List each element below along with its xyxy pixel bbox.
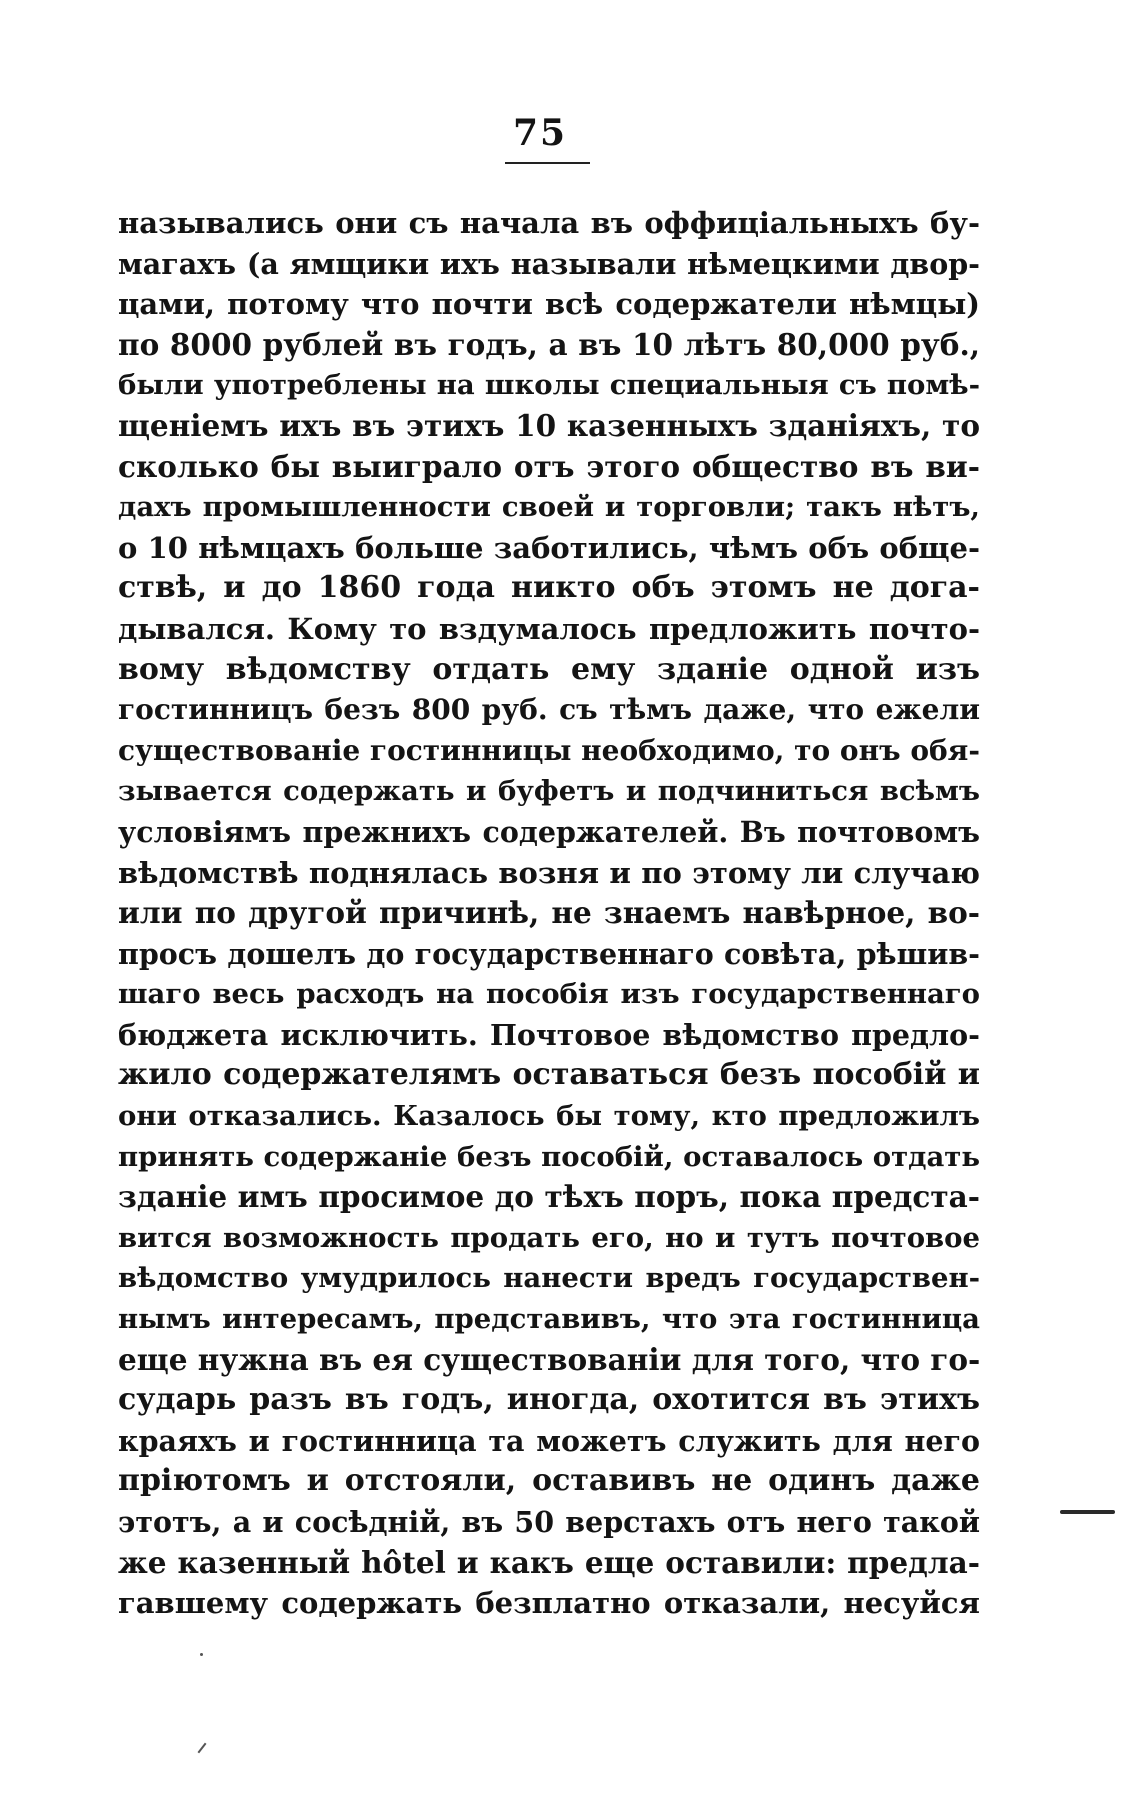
page-number: 75 (512, 112, 568, 154)
header-rule (505, 162, 590, 164)
text-line: они отказались. Казалось бы тому, кто предложилъ (118, 1100, 980, 1133)
text-line: вому вѣдомству отдать ему зданіе одной изъ (118, 651, 980, 687)
text-line: же казенный hôtel и какъ еще оставили: предла- (118, 1544, 980, 1580)
text-line: этотъ, а и сосѣдній, въ 50 верстахъ отъ него такой (118, 1505, 980, 1539)
text-line: о 10 нѣмцахъ больше заботились, чѣмъ объ обще- (118, 530, 980, 565)
text-line: просъ дошелъ до государственнаго совѣта, рѣшив- (118, 936, 980, 971)
margin-dash (1060, 1510, 1115, 1514)
text-line: зданіе имъ просимое до тѣхъ поръ, пока предста- (118, 1179, 980, 1215)
text-line: сударь разъ въ годъ, иногда, охотится въ этихъ (118, 1382, 980, 1418)
text-line: условіямъ прежнихъ содержателей. Въ почтовомъ (118, 814, 980, 849)
text-line: еще нужна въ ея существованіи для того, что го- (118, 1341, 980, 1377)
scan-speck (198, 1743, 207, 1754)
text-line: дывался. Кому то вздумалось предложить почто- (118, 611, 980, 646)
body-text (118, 203, 980, 1624)
text-line: сколько бы выиграло отъ этого общество въ ви- (118, 448, 980, 484)
text-line: назывались они съ начала въ оффиціальныхъ бу- (118, 206, 980, 240)
text-line: бюджета исключить. Почтовое вѣдомство предло- (118, 1017, 980, 1052)
text-line: ствѣ, и до 1860 года никто объ этомъ не дога- (118, 570, 980, 606)
text-line: принять содержаніе безъ пособій, оставалось отдать (118, 1140, 980, 1173)
text-line: вѣдомствѣ поднялась возня и по этому ли случаю (118, 855, 980, 890)
scan-speck (200, 1653, 203, 1656)
text-line: жило содержателямъ оставаться безъ пособій и (118, 1057, 980, 1093)
text-line: дахъ промышленности своей и торговли; такъ нѣтъ, (118, 491, 980, 524)
text-line: зывается содержать и буфетъ и подчиниться всѣмъ (118, 775, 980, 808)
text-line: шаго весь расходъ на пособія изъ государственнаго (118, 978, 980, 1011)
text-line: по 8000 рублей въ годъ, а въ 10 лѣтъ 80,000 руб., (118, 326, 980, 362)
text-line: гостинницъ безъ 800 руб. съ тѣмъ даже, что ежели (118, 693, 980, 727)
text-line: нымъ интересамъ, представивъ, что эта гостинница (118, 1303, 980, 1336)
text-line: или по другой причинѣ, не знаемъ навѣрное, во- (118, 895, 980, 931)
text-line: щеніемъ ихъ въ этихъ 10 казенныхъ зданіяхъ, то (118, 407, 980, 443)
text-line: вится возможность продать его, но и тутъ почтовое (118, 1221, 980, 1254)
text-line: цами, потому что почти всѣ содержатели нѣмцы) (118, 287, 980, 322)
text-line: краяхъ и гостинница та можетъ служить для него (118, 1423, 980, 1458)
text-line: вѣдомство умудрилось нанести вредъ государствен- (118, 1262, 980, 1295)
text-line: гавшему содержать безплатно отказали, несуйся (118, 1586, 980, 1621)
text-line: магахъ (а ямщики ихъ называли нѣмецкими двор- (118, 246, 980, 281)
text-line: существованіе гостинницы необходимо, то онъ обя- (118, 733, 980, 767)
text-line: пріютомъ и отстояли, оставивъ не одинъ даже (118, 1463, 980, 1499)
text-line: были употреблены на школы специальныя съ помѣ- (118, 369, 980, 402)
